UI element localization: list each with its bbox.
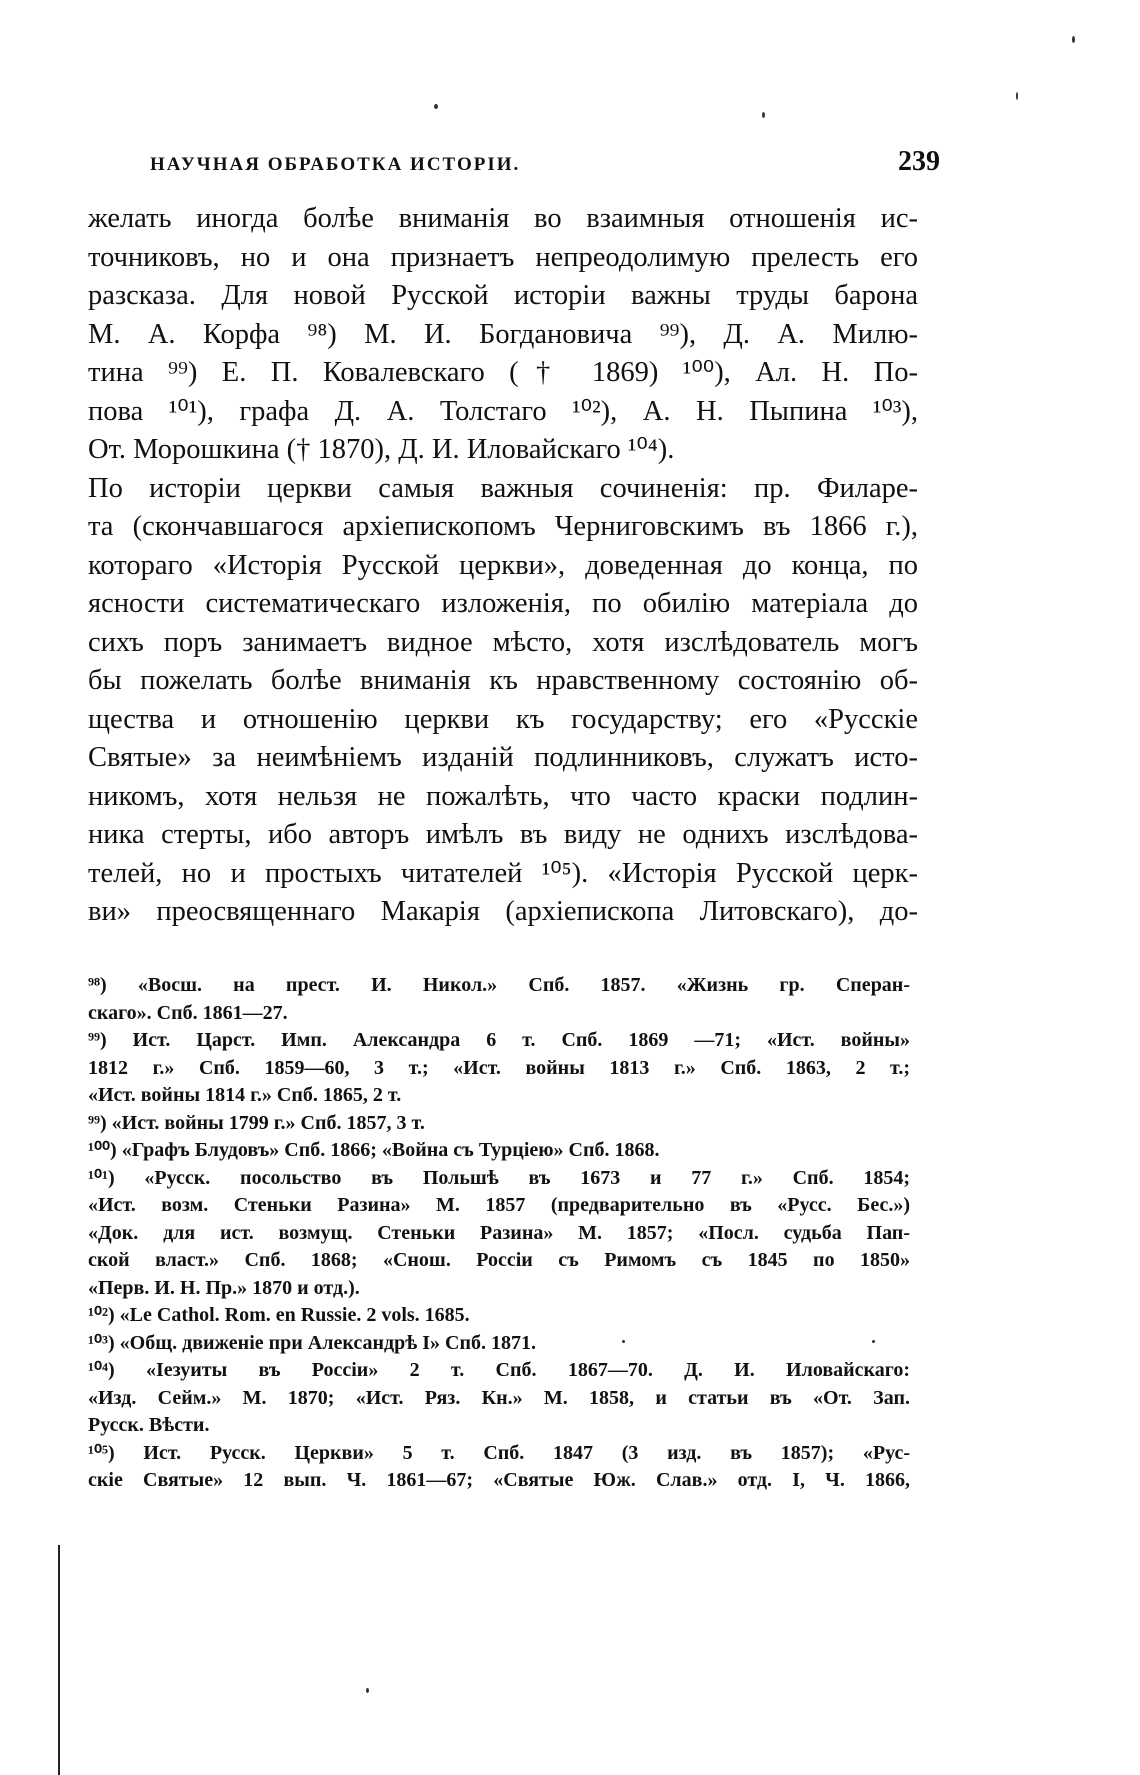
body-line: та (скончавшагося архіепископомъ Черниговскимъ въ 1866 г.), — [88, 511, 918, 542]
page-header — [150, 146, 940, 180]
body-line: щества и отношенію церкви къ государству; его «Русскіе — [88, 703, 918, 735]
footnote-line: ⁹⁸) «Восш. на прест. И. Никол.» Спб. 1857. «Жизнь гр. Сперан- — [88, 974, 910, 996]
body-line: Святые» за неимѣніемъ изданій подлинниковъ, служатъ исто- — [88, 742, 918, 773]
footnote-line: «Изд. Сейм.» М. 1870; «Ист. Ряз. Кн.» М. 1858, и статьи въ «От. Зап. — [88, 1386, 910, 1409]
scan-edge-line — [58, 1545, 60, 1775]
running-title: НАУЧНАЯ ОБРАБОТКА ИСТОРІИ. — [150, 154, 521, 175]
footnote-line: скаго». Спб. 1861—27. — [88, 1001, 288, 1024]
body-line: котораго «Исторія Русской церкви», доведенная до конца, по — [88, 549, 918, 581]
footnote-line: Русск. Вѣсти. — [88, 1414, 210, 1436]
footnotes — [88, 972, 910, 1495]
body-line: телей, но и простыхъ читателей ¹⁰⁵). «Исторія Русской церк- — [88, 857, 918, 889]
footnote-line: ¹⁰⁴) «Іезуиты въ Россіи» 2 т. Спб. 1867—70. Д. И. Иловайскаго: — [88, 1359, 910, 1381]
footnote-line: «Док. для ист. возмущ. Стеньки Разина» М. 1857; «Посл. судьба Пап- — [88, 1221, 910, 1244]
body-line: желать иногда болѣе вниманія во взаимныя отношенія ис- — [88, 203, 918, 234]
body-line: ви» преосвященнаго Макарія (архіепископа Литовскаго), до- — [88, 896, 918, 927]
footnote-line: ¹⁰³) «Общ. движеніе при Александрѣ I» Спб. 1871. — [88, 1331, 536, 1354]
body-line: ясности систематическаго изложенія, по обилію матеріала до — [88, 588, 918, 619]
body-text — [88, 200, 918, 932]
scan-speck — [1016, 92, 1018, 100]
body-line: ника стерты, ибо авторъ имѣлъ въ виду не однихъ изслѣдова- — [88, 819, 918, 850]
footnote-line: ¹⁰⁰) «Графъ Блудовъ» Спб. 1866; «Война съ Турціею» Спб. 1868. — [88, 1139, 660, 1161]
footnote-line: ской власт.» Спб. 1868; «Снош. Россіи съ Римомъ съ 1845 по 1850» — [88, 1249, 910, 1271]
body-line: тина ⁹⁹) Е. П. Ковалевскаго († 1869) ¹⁰⁰), Ал. Н. По- — [88, 357, 918, 388]
body-line: бы пожелать болѣе вниманія къ нравственному состоянію об- — [88, 665, 918, 696]
body-line: точниковъ, но и она признаетъ непреодолимую прелесть его — [88, 241, 918, 273]
scan-speck — [434, 104, 438, 109]
scan-speck — [366, 1688, 369, 1693]
footnote-line: скіе Святые» 12 вып. Ч. 1861—67; «Святые Юж. Слав.» отд. I, Ч. 1866, — [88, 1469, 910, 1491]
footnote-line: ¹⁰¹) «Русск. посольство въ Польшѣ въ 1673 и 77 г.» Спб. 1854; — [88, 1166, 910, 1189]
body-line: сихъ поръ занимаетъ видное мѣсто, хотя изслѣдователь могъ — [88, 626, 918, 658]
footnote-line: «Перв. И. Н. Пр.» 1870 и отд.). — [88, 1276, 360, 1299]
body-line: пова ¹⁰¹), графа Д. А. Толстаго ¹⁰²), А. Н. Пыпина ¹⁰³), — [88, 395, 918, 427]
body-line: М. А. Корфа ⁹⁸) М. И. Богдановича ⁹⁹), Д. А. Милю- — [88, 318, 918, 350]
footnote-line: ⁹⁹) «Ист. войны 1799 г.» Спб. 1857, 3 т. — [88, 1111, 425, 1134]
body-line: никомъ, хотя нельзя не пожалѣть, что часто краски подлин- — [88, 780, 918, 812]
footnote-line: ⁹⁹) Ист. Царст. Имп. Александра 6 т. Спб. 1869 —71; «Ист. войны» — [88, 1029, 910, 1051]
footnote-line: «Ист. возм. Стеньки Разина» М. 1857 (предварительно въ «Русс. Бес.») — [88, 1194, 910, 1216]
body-line: разсказа. Для новой Русской исторіи важны труды барона — [88, 280, 918, 311]
footnote-line: ¹⁰⁵) Ист. Русск. Церкви» 5 т. Спб. 1847 (3 изд. въ 1857); «Рус- — [88, 1441, 910, 1464]
scan-speck — [762, 112, 765, 118]
footnote-line: «Ист. войны 1814 г.» Спб. 1865, 2 т. — [88, 1084, 402, 1106]
page-number: 239 — [898, 146, 940, 177]
body-line: По исторіи церкви самыя важныя сочиненія: пр. Филаре- — [88, 472, 918, 504]
body-line: От. Морошкина († 1870), Д. И. Иловайскаго ¹⁰⁴). — [88, 434, 675, 465]
scan-speck — [1072, 36, 1075, 43]
footnote-line: 1812 г.» Спб. 1859—60, 3 т.; «Ист. войны 1813 г.» Спб. 1863, 2 т.; — [88, 1056, 910, 1079]
footnote-line: ¹⁰²) «Le Cathol. Rom. en Russie. 2 vols. 1685. — [88, 1304, 470, 1326]
